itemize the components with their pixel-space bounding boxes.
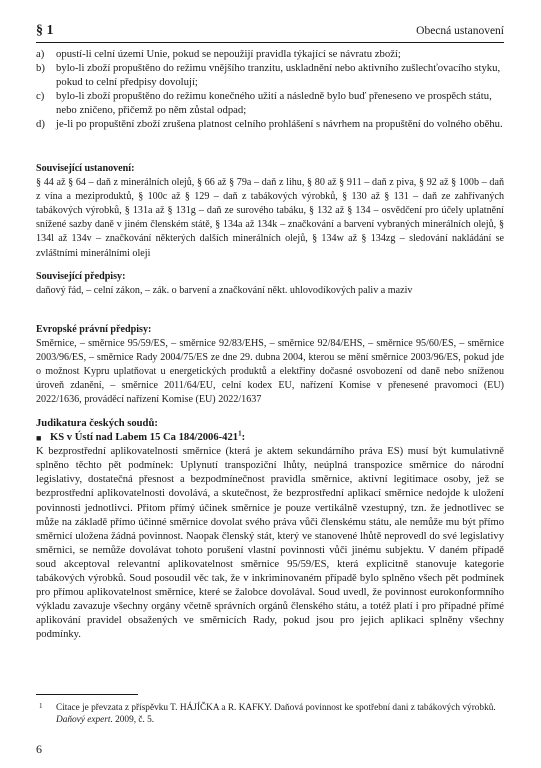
case-title-suffix: : [241,432,246,444]
list-item-text: bylo-li zboží propuštěno do režimu konečného užití a následně bylo buď přeneseno ve prospěch státu, nebo zničeno, přičemž po něm zůstal odpad; [56,90,492,117]
related-regulations-section [36,270,504,298]
case-law-section [36,417,504,643]
square-bullet-icon: ■ [36,433,42,444]
footnote-text-after: 2009, č. 5. [112,715,155,725]
case-title-text: KS v Ústí nad Labem 15 Ca 184/2006-421 [50,432,239,444]
list-item [36,47,504,61]
footnote-number: 1 [39,702,43,710]
header-rule [36,42,504,43]
related-regulations-text: daňový řád, – celní zákon, – zák. o barvení a značkování někt. uhlovodíkových paliv a maziv [36,285,413,297]
european-law-text: Směrnice, – směrnice 95/59/ES, – směrnice 92/83/EHS, – směrnice 92/84/EHS, – směrnice 95/60/ES, – směrnice 2003/96/ES, – směrnice Rady 2004/75/ES ze dne 29. dubna 2004, kterou se mění směrnice 2003/96/ES, pokud jde o možnost Kypru uplatňovat u energetických produktů a elektřiny dočasné osvobození od daně nebo sníženou úroveň zdanění, – směrnice 2011/64/EU, celní kodex EU, nařízení Komise v přenesené pravomoci (EU) 2022/1636, prováděcí nařízení Komise (EU) 2022/1637 [36,338,504,406]
list-marker: b) [36,62,45,75]
condition-list [36,47,504,132]
running-title: Obecná ustanovení [416,25,504,37]
related-provisions-heading: Související ustanovení: [36,163,135,174]
list-marker: c) [36,90,45,103]
list-marker: a) [36,48,45,60]
footnote-journal: Daňový expert. [56,715,113,725]
page-number: 6 [36,742,42,756]
case-law-text: K bezprostřední aplikovatelnosti směrnice (která je aktem sekundárního práva ES) musí být kumulativně splněno těchto pět podmínek: Uplynutí transpoziční lhůty, neúplná transpozice směrnice do národní legislativy, dostatečná přesnost a bezpodmínečnost pravidla směrnice, aktivní legitimace osoby, jež se bezprostřední aplikovatelnosti dovolává, a skutečnost, že bezprostřední aplikací směrnice nedojde k uložení povinnosti jednotlivci. Přitom přímý účinek směrnice je pouze vertikálně vzestupný, tzn. že jednotlivec se může na základě přímo účinné směrnice dovolat svého práva vůči členskému státu, ale nemůže mu být přímo směrnicí uložena žádná povinnost. Naopak členský stát, který ve stanovené lhůtě neprovedl do své legislativy směrnici, se nemůže dovolávat tohoto porušení vlastní povinnosti vůči jinému subjektu. V daném případě soud akceptoval relevantní aplikovatelnost směrnice 95/59/ES, která explicitně stanovuje kategorie tabákových výrobků. Soud posoudil věc tak, že v inkriminovaném případě bylo splněno všech pět podmínek pro přímou aplikovatelnost směrnice, které se žalobce dovolával. Soud uvedl, že povinnost eurokonformního výkladu zavazuje všechny orgány včetně správních orgánů členského státu, a totéž platí i pro případné přímé aplikování pravidel obsažených ve směrnicích Rady, pokud jsou pro jejich aplikaci splněny všechny podmínky. [36,446,504,641]
list-item-text: opustí-li celní území Unie, pokud se nepoužijí pravidla týkající se návratu zboží; [56,48,401,60]
related-provisions-section [36,162,504,261]
related-provisions-text: § 44 až § 64 – daň z minerálních olejů, § 66 až § 79a – daň z lihu, § 80 až § 911 – daň z piva, § 92 až § 100b – daň z vína a meziproduktů, § 100c až § 129 – daň z tabákových výrobků, § 130 až § 131 – daň ze zahřívaných tabákových výrobků, § 131a až § 131g – daň ze surového tabáku, § 132 až § 134 – osvědčení pro účely uplatnění snížené sazby daně v jiném členském státě, § 134a až 134k – značkování a barvení vybraných minerálních olejů, § 134l až 134v – značkování některých dalších minerálních olejů, § 134w až § 134zg – sledování nakládání se zvláštními minerálními oleji [36,177,504,259]
case-title [36,431,504,445]
running-header [36,22,504,40]
case-law-heading: Judikatura českých soudů: [36,418,158,429]
european-law-section [36,323,504,408]
list-item [36,61,504,89]
list-marker: d) [36,118,45,131]
list-item-text: je-li po propuštění zboží zrušena platnost celního prohlášení s návrhem na propuštění do volného oběhu. [56,118,503,131]
document-page [36,22,504,756]
footnote-text-before: Citace je převzata z příspěvku T. HÁJÍČKA a R. KAFKY. Daňová povinnost ke spotřební dani z tabákových výrobků. [56,703,496,713]
footnote-text [36,702,504,726]
list-item [36,117,504,131]
related-regulations-heading: Související předpisy: [36,271,126,282]
footnote-ref[interactable]: 1 [238,429,242,438]
list-item-text: bylo-li zboží propuštěno do režimu vnějšího tranzitu, uskladnění nebo aktivního zušlechťovacího styku, pokud to celní předpisy dovolují; [56,62,501,89]
european-law-heading: Evropské právní předpisy: [36,324,152,335]
footnote-rule [36,694,138,695]
section-number: § 1 [36,23,54,38]
list-item [36,89,504,117]
footnote [36,702,504,726]
